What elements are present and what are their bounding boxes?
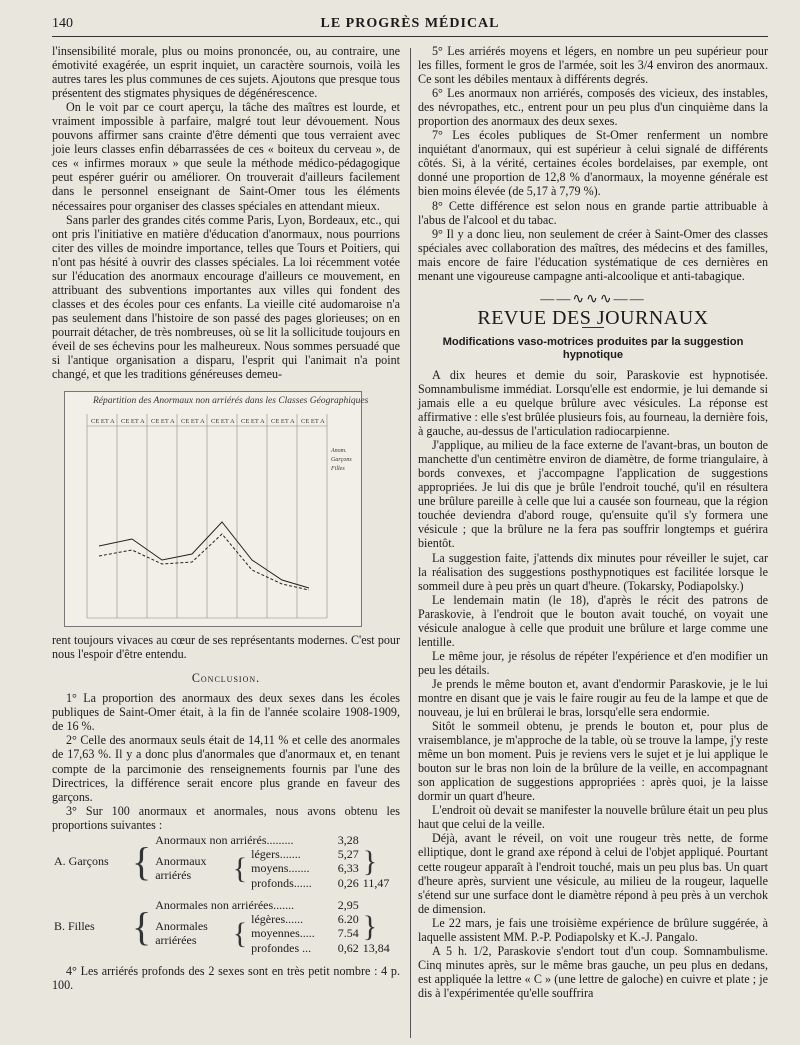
paragraph: Le lendemain matin (le 18), d'après le récit des patrons de Paraskovie, à l'endroit que le bouton avait touché, on voyait une vésicule analogue à celle que produit une brûlure et large comme une lentille. [418,592,768,649]
brace: { [132,839,152,885]
journal-title: LE PROGRÈS MÉDICAL [320,16,500,31]
paragraph: L'endroit où devait se manifester la nouvelle brûlure était un peu plus haut que celui de la veille. [418,803,768,832]
paragraph: 9° Il y a donc lieu, non seulement de créer à Saint-Omer des classes spéciales avec collaboration des maîtres, des médecins et des familles, mais encore de faire l'éducation systématique de ces dernières en menant une vigoureuse campagne anti-alcoolique et anti-tabagique. [418,226,768,283]
paragraph: Je prends le même bouton et, avant d'endormir Paraskovie, je le lui montre en disant que je vais le faire rougir au feu de la lampe et que de nouveau, je lui en brûlerai le bras, lorsqu'elle sera endormie. [418,676,768,720]
table-value: 3,28 [337,832,359,847]
chart-axis-ticks [84,436,87,611]
table-cell: Anormaux non arriérés......... [155,832,294,847]
table-cell: moyennes..... [251,926,315,941]
paragraph: Sitôt le sommeil obtenu, je prends le bouton et, pour plus de vraisemblance, je m'approche de la table, où se trouve la lampe, j'y reste même un bon moment. Puis je reviens vers le sujet et je lui applique le bouton sur le bras non loin de la brûlure de la veille, en accompagnant son application de suggestions appropriées : après quoi, je la laisse dormir un quart d'heure. [418,719,768,804]
paragraph: Le 22 mars, je fais une troisième expérience de brûlure suggérée, à laquelle assistent MM. P.-P. Podiapolsky et K.-J. Pangalo. [418,915,768,944]
table-cell: profondes ... [251,940,312,955]
paragraph: Sans parler des grandes cités comme Paris, Lyon, Bordeaux, etc., qui ont pris l'initiative en matière d'éducation d'anormaux, nous pourrions citer des villes de moindre importance, telles que Tours et Poitiers, qui n'ont pas hésité à ouvrir des classes spéciales. La loi récemment votée sur l'éducation des anormaux encourage d'ailleurs ce mouvement, en attribuant des subventions importantes aux villes qui fondent des classes et des écoles pour ces enfants. La vieille cité audomaroise n'a pas seulement dans l'histoire de son passé des pages glorieuses; on en pourrait détacher, de très nombreuses, où se lit la sollicitude toujours en éveil de ses échevins pour les malheureux. Nous sommes persuadé que si l'antique organisation a disparu, l'esprit qui l'animait n'a point changé, et que les traditions généreuses demeu- [52,212,400,382]
chart-column-headers [91,418,325,425]
section-title: REVUE DES JOURNAUX [477,306,709,329]
chart-series-dashed [99,534,309,590]
legend-entry: Anom. [331,448,347,455]
legend-entry: Filles [331,466,345,473]
brace: { [232,851,248,885]
ornament-divider: ——∿∿∿—— [540,291,646,307]
paragraph: l'insensibilité morale, plus ou moins prononcée, ou, au contraire, une émotivité exagérée, un esprit inquiet, un caractère sournois, voilà les autres tares les plus communes de ces sujets. Ajoutons que presque tous présentent des stigmates physiques de dégénérescence. [52,44,400,101]
table-value: 5,27 [337,846,359,861]
column-header: CE ET A [151,418,175,426]
paragraph: A 5 h. 1/2, Paraskovie s'endort tout d'un coup. Somnambulisme. Cinq minutes après, sur le même bras gauche, un peu plus en dedans, est appliquée la lettre « C » (une lettre de galoche) en cuivre et plate ; je dis à l'expérimentée qu'elle souffrira [418,943,768,1000]
table-value: 7.54 [337,926,359,941]
paragraph: Déjà, avant le réveil, on voit une rougeur très nette, de forme elliptique, dont le grand axe répond à celui de l'objet appliqué. Pourtant cette rougeur apparaît à l'endroit touché, mais un peu plus bas. Un quart d'heure après, survient une vésicule, au milieu de la rougeur, laquelle s'étend sur une surface dont le diamètre répond à peu près à un verchok de dimension. [418,831,768,916]
paragraph: La suggestion faite, j'attends dix minutes pour réveiller le sujet, car la réalisation des suggestions posthypnotiques est facilitée lorsque le sommeil dure à peu près un quart d'heure. (Tokarsky, Podiapolsky.) [418,550,768,593]
header-rule [52,36,768,37]
table-value: 2,95 [337,897,359,912]
column-header: CE ET A [121,418,145,426]
page-header [52,14,768,38]
paragraph: 5° Les arriérés moyens et légers, en nombre un peu supérieur pour les filles, forment le gros de l'armée, soit les 3/4 environ des anormaux. Ce sont les débiles mentaux à différents degrés. [418,44,768,87]
table-cell: légères...... [251,911,304,926]
chart-svg [65,392,361,626]
chart-grid [87,414,327,618]
column-header: CE ET A [241,418,265,426]
table-cell: légers....... [251,846,301,861]
paragraph: 8° Cette différence est selon nous en grande partie attribuable à l'abus de l'alcool et du tabac. [418,198,768,227]
paragraph: Le même jour, je résolus de répéter l'expérience et d'en modifier un peu les détails. [418,648,768,677]
chart-legend [330,448,352,472]
table-row [52,899,400,913]
column-header: CE ET A [211,418,235,426]
paragraph: A dix heures et demie du soir, Paraskovie est hypnotisée. Somnambulisme immédiat. Lorsqu'elle est endormie, je lui demande si jamais elle a eu quelque brûlure avec vésicules. La réponse est affirmative : elle s'est brûlée plusieurs fois, au fourneau, la dernière fois, à gauche, au-dessus de l'articulation radiocarpienne. [418,367,768,439]
table-value: 0,26 [337,875,359,890]
table-value: 0,62 [337,940,359,955]
paragraph: 2° Celle des anormaux seuls était de 14,11 % et celle des anormales de 17,63 %. Il y a donc plus d'anormales que d'anormaux et, en tenant compte de la parcimonie des renseignements fournis par l'une des Directrices, la différence serait encore plus grande en faveur des garçons. [52,733,400,804]
paragraph: 3° Sur 100 anormaux et anormales, nous avons obtenu les proportions suivantes : [52,803,400,832]
table-value: 6,33 [337,861,359,876]
article-title: Modifications vaso-motrices produites par la suggestion hypnotique [442,335,744,361]
hand-drawn-chart-figure [64,391,369,627]
column-divider [410,48,411,1038]
proportions-table [52,834,400,956]
table-cell: Anormales non arriérées....... [155,897,295,912]
paragraph: 4° Les arriérés profonds des 2 sexes sont en très petit nombre : 4 p. 100. [52,963,400,992]
figure-title: Répartition des Anormaux non arriérés dans les Classes Géographiques [93,396,369,407]
page-number: 140 [52,16,73,31]
paragraph: 7° Les écoles publiques de St-Omer renferment un nombre inquiétant d'anormaux, qui est supérieur à celui signalé de différents côtés. Si, à la vérité, certaines écoles bordelaises, par exemple, ont donné une proportion de 12,8 % d'anormaux, la moyenne générale est bien moins élevée (de 5,17 à 7,79 %). [418,128,768,199]
column-header: CE ET A [271,418,295,426]
group-label-boys: A. Garçons [54,854,109,869]
paragraph: On le voit par ce court aperçu, la tâche des maîtres est lourde, et vraiment impossible à parfaire, malgré tout leur dévouement. Nous pouvons affirmer sans crainte d'être démenti que tous verraient avec joie leurs classes enfin débarrassées de ces « boiteux du cerveau », de ces « infirmes moraux » que seule la méthode médico-pédagogique peut espérer guérir ou améliorer. On trouverait d'ailleurs facilement dans le personnel enseignant de Saint-Omer tous les éléments nécessaires pour organiser des classes spéciales en attendant mieux. [52,100,400,213]
table-row [52,834,400,848]
column-header: CE ET A [301,418,325,426]
paragraph: J'applique, au milieu de la face externe de l'avant-bras, un bouton de manchette d'un centimètre environ de diamètre, de forme triangulaire, à bords convexes, et j'accompagne l'application de suggestions appropriées. Je lui dis que je brûle l'endroit touché, qu'il en résultera une brûlure pareille à celle que lui a causée son fourneau, que la région touchée deviendra d'abord rouge, qu'ensuite qu'il s'y formera une vésicule ; que la brûlure ne la fera pas souffrir longtemps et guérira bientôt. [418,438,768,551]
paragraph: rent toujours vivaces au cœur de ses représentants modernes. C'est pour nous l'espoir d'être entendu. [52,633,400,662]
left-column [52,44,400,992]
column-header: CE ET A [91,418,115,426]
table-cell: moyens....... [251,861,310,876]
group-total: } 13,84 [362,910,390,956]
conclusion-heading: Conclusion. [191,671,261,686]
table-cell: profonds...... [251,875,312,890]
paragraph: 1° La proportion des anormaux des deux sexes dans les écoles publiques de Saint-Omer était, à la fin de l'année scolaire 1908-1909, de 16 %. [52,691,400,734]
legend-entry: Garçons [331,457,352,464]
table-cell: Anormaux arriérés [155,854,207,882]
chart-series-solid [99,522,309,588]
paragraph: 6° Les anormaux non arriérés, composés des vicieux, des instables, des névropathes, etc., entrent pour un peu plus d'un cinquième dans la proportion des anormaux des deux sexes. [418,86,768,129]
right-column [418,44,768,1000]
column-header: CE ET A [181,418,205,426]
brace: { [132,904,152,950]
group-label-girls: B. Filles [54,919,95,934]
table-cell: Anormales arriérées [155,919,208,947]
brace: { [232,916,248,950]
table-value: 6.20 [337,911,359,926]
group-total: } 11,47 [362,845,390,891]
